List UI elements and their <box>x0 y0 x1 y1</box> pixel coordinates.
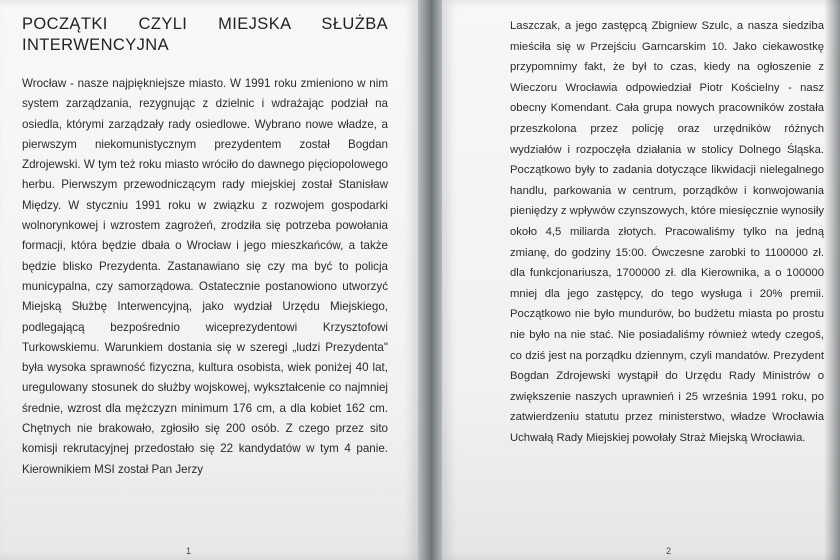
page-title: POCZĄTKI CZYLI MIEJSKA SŁUŻBA INTERWENCYJNA <box>22 15 388 54</box>
page-gutter <box>418 0 442 560</box>
right-page <box>442 0 840 560</box>
right-page-number: 2 <box>666 546 672 556</box>
left-page-text: Wrocław - nasze najpiękniejsze miasto. W 1991 roku zmieniono w nim system zarządzania, rezygnując z dzielnic i wdrażając podział na osiedla, którymi zarządzały rady osiedlowe. Wybrano nowe władze, a pierwszym niekomunistycznym prezydentem został Bogdan Zdrojewski. W tym też roku miasto wróciło do dawnego pięciopolowego herbu. Pierwszym przewodniczącym rady miejskiej został Stanisław Między. W styczniu 1991 roku w związku z rozwojem gospodarki wolnorynkowej i wzrostem zagrożeń, zrodziła się potrzeba powołania formacji, która będzie dbała o Wrocław i jego mieszkańców, a także będzie blisko Prezydenta. Zastanawiano się czy ma być to policja municypalna, czy samorządowa. Ostatecznie postanowiono utworzyć Miejską Służbę Interwencyjną, jako wydział Urzędu Miejskiego, podlegającą bezpośrednio wiceprezydentowi Krzysztofowi Turkowskiemu. Warunkiem dostania się w szeregi „ludzi Prezydenta" była wysoka sprawność fizyczna, kultura osobista, wiek poniżej 40 lat, uregulowany stosunek do służby wojskowej, wykształcenie co najmniej średnie, wzrost dla mężczyzn minimum 176 cm, a dla kobiet 162 cm. Chętnych nie brakowało, zgłosiło się 200 osób. Z czego przez sito komisji rekrutacyjnej przedostało się 22 kandydatów w tym 4 panie. Kierownikiem MSI został Pan Jerzy <box>22 77 388 476</box>
left-page-number: 1 <box>186 546 192 556</box>
right-page-text: Laszczak, a jego zastępcą Zbigniew Szulc, a nasza siedziba mieściła się w Przejściu Garncarskim 10. Jako ciekawostkę przypomnimy fakt, że był to czas, kiedy na ogłoszenie z Wieczoru Wrocławia odpowiedział Piotr Kościelny - nasz obecny Komendant. Cała grupa nowych pracowników została przeszkolona przez policję oraz urzędników różnych wydziałów i rozpoczęła działania w stolicy Dolnego Śląska. Początkowo były to zadania dotyczące likwidacji nielegalnego handlu, parkowania w centrum, porządków i konwojowania pieniędzy z wpływów czynszowych, które miesięcznie wynosiły około 4,5 miliarda złotych. Pracowaliśmy tylko na jedną zmianę, do godziny 15:00. Ówczesne zarobki to 1100000 zł. dla funkcjonariusza, 1700000 zł. dla Kierownika, a o 100000 mniej dla jego zastępcy, do tego wysługa i 20% premii. Początkowo nie było mundurów, bo budżetu miasta po prostu nie było na nie stać. Nie posiadaliśmy również wtedy czegoś, co dziś jest na porządku dziennym, czyli mandatów. Prezydent Bogdan Zdrojewski wystąpił do Urzędu Rady Ministrów o zwiększenie naszych uprawnień i 25 września 1991 roku, po zatwierdzeniu statutu przez ministerstwo, władze Wrocławia Uchwałą Rady Miejskiej powołały Straż Miejską Wrocławia. <box>510 20 824 444</box>
left-page <box>0 0 418 560</box>
right-edge-shadow <box>824 0 840 560</box>
